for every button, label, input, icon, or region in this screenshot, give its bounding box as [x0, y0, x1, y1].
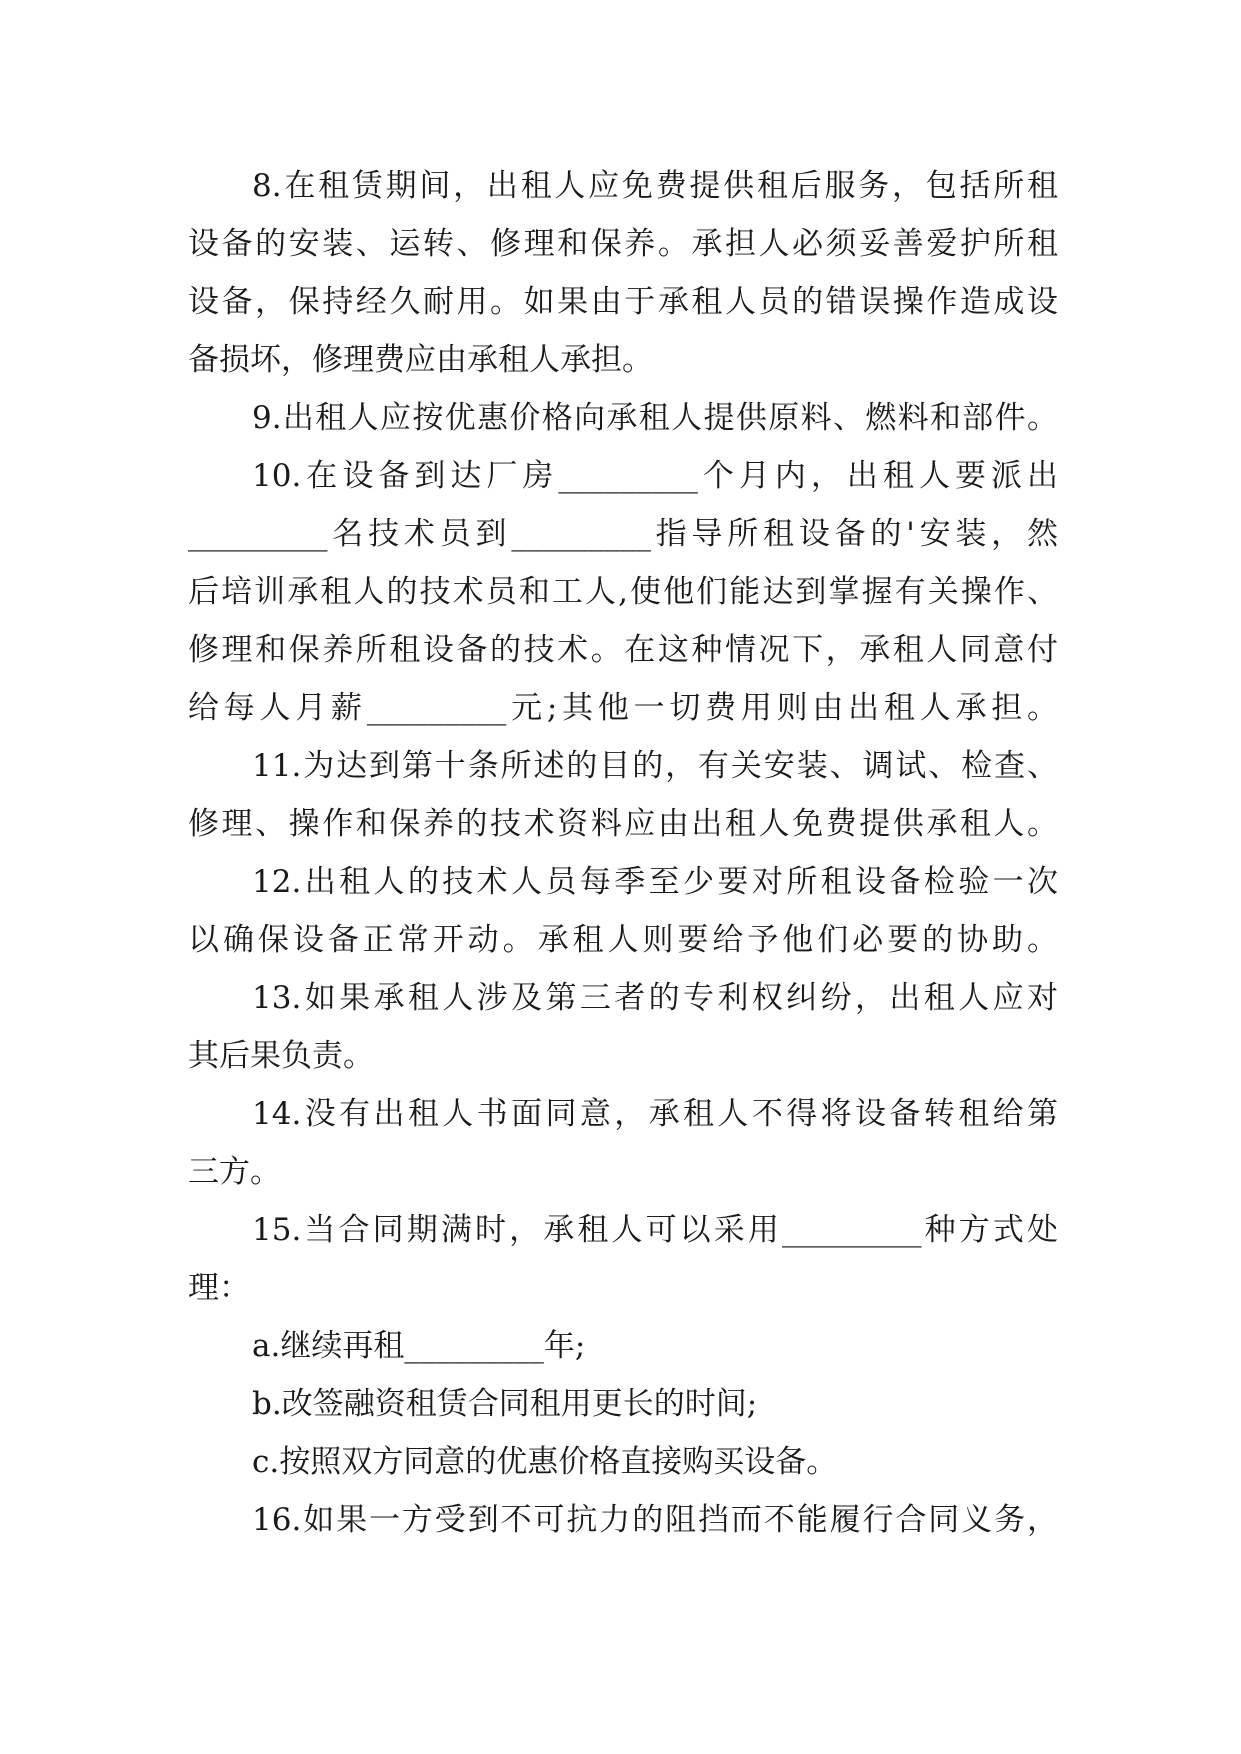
document-body	[188, 157, 1058, 1549]
text-line: 修理、操作和保养的技术资料应由出租人免费提供承租人。	[188, 806, 1058, 842]
text-line: 其后果负责。	[188, 1038, 374, 1074]
text-line: 9.出租人应按优惠价格向承租人提供原料、燃料和部件。	[252, 400, 1058, 436]
text-line: 11.为达到第十条所述的目的，有关安装、调试、检查、	[252, 748, 1058, 784]
text-line: 8.在租赁期间，出租人应免费提供租后服务，包括所租	[252, 168, 1058, 204]
text-line: 14.没有出租人书面同意，承租人不得将设备转租给第	[252, 1096, 1058, 1132]
text-line: c.按照双方同意的优惠价格直接购买设备。	[252, 1444, 838, 1480]
text-line: 15.当合同期满时，承租人可以采用_________种方式处	[252, 1212, 1058, 1248]
text-line: 后培训承租人的技术员和工人,使他们能达到掌握有关操作、	[188, 574, 1058, 610]
text-line: a.继续再租_________年;	[252, 1328, 586, 1364]
text-line: 给每人月薪_________元;其他一切费用则由出租人承担。	[188, 690, 1058, 726]
text-line: 12.出租人的技术人员每季至少要对所租设备检验一次	[252, 864, 1058, 900]
text-line: 设备的安装、运转、修理和保养。承担人必须妥善爱护所租	[188, 226, 1058, 262]
text-line: 备损坏，修理费应由承租人承担。	[188, 342, 653, 378]
text-line: b.改签融资租赁合同租用更长的时间;	[252, 1386, 758, 1422]
text-line: 三方。	[188, 1154, 281, 1190]
text-line: 10.在设备到达厂房_________个月内，出租人要派出	[252, 458, 1058, 494]
text-line: 理：	[188, 1270, 250, 1306]
text-line: 设备，保持经久耐用。如果由于承租人员的错误操作造成设	[188, 284, 1058, 320]
text-line: 13.如果承租人涉及第三者的专利权纠纷，出租人应对	[252, 980, 1058, 1016]
text-line: 以确保设备正常开动。承租人则要给予他们必要的协助。	[188, 922, 1058, 958]
text-line: 16.如果一方受到不可抗力的阻挡而不能履行合同义务，	[252, 1502, 1058, 1538]
text-line: 修理和保养所租设备的技术。在这种情况下，承租人同意付	[188, 632, 1058, 668]
text-line: _________名技术员到_________指导所租设备的'安装，然	[188, 516, 1058, 552]
